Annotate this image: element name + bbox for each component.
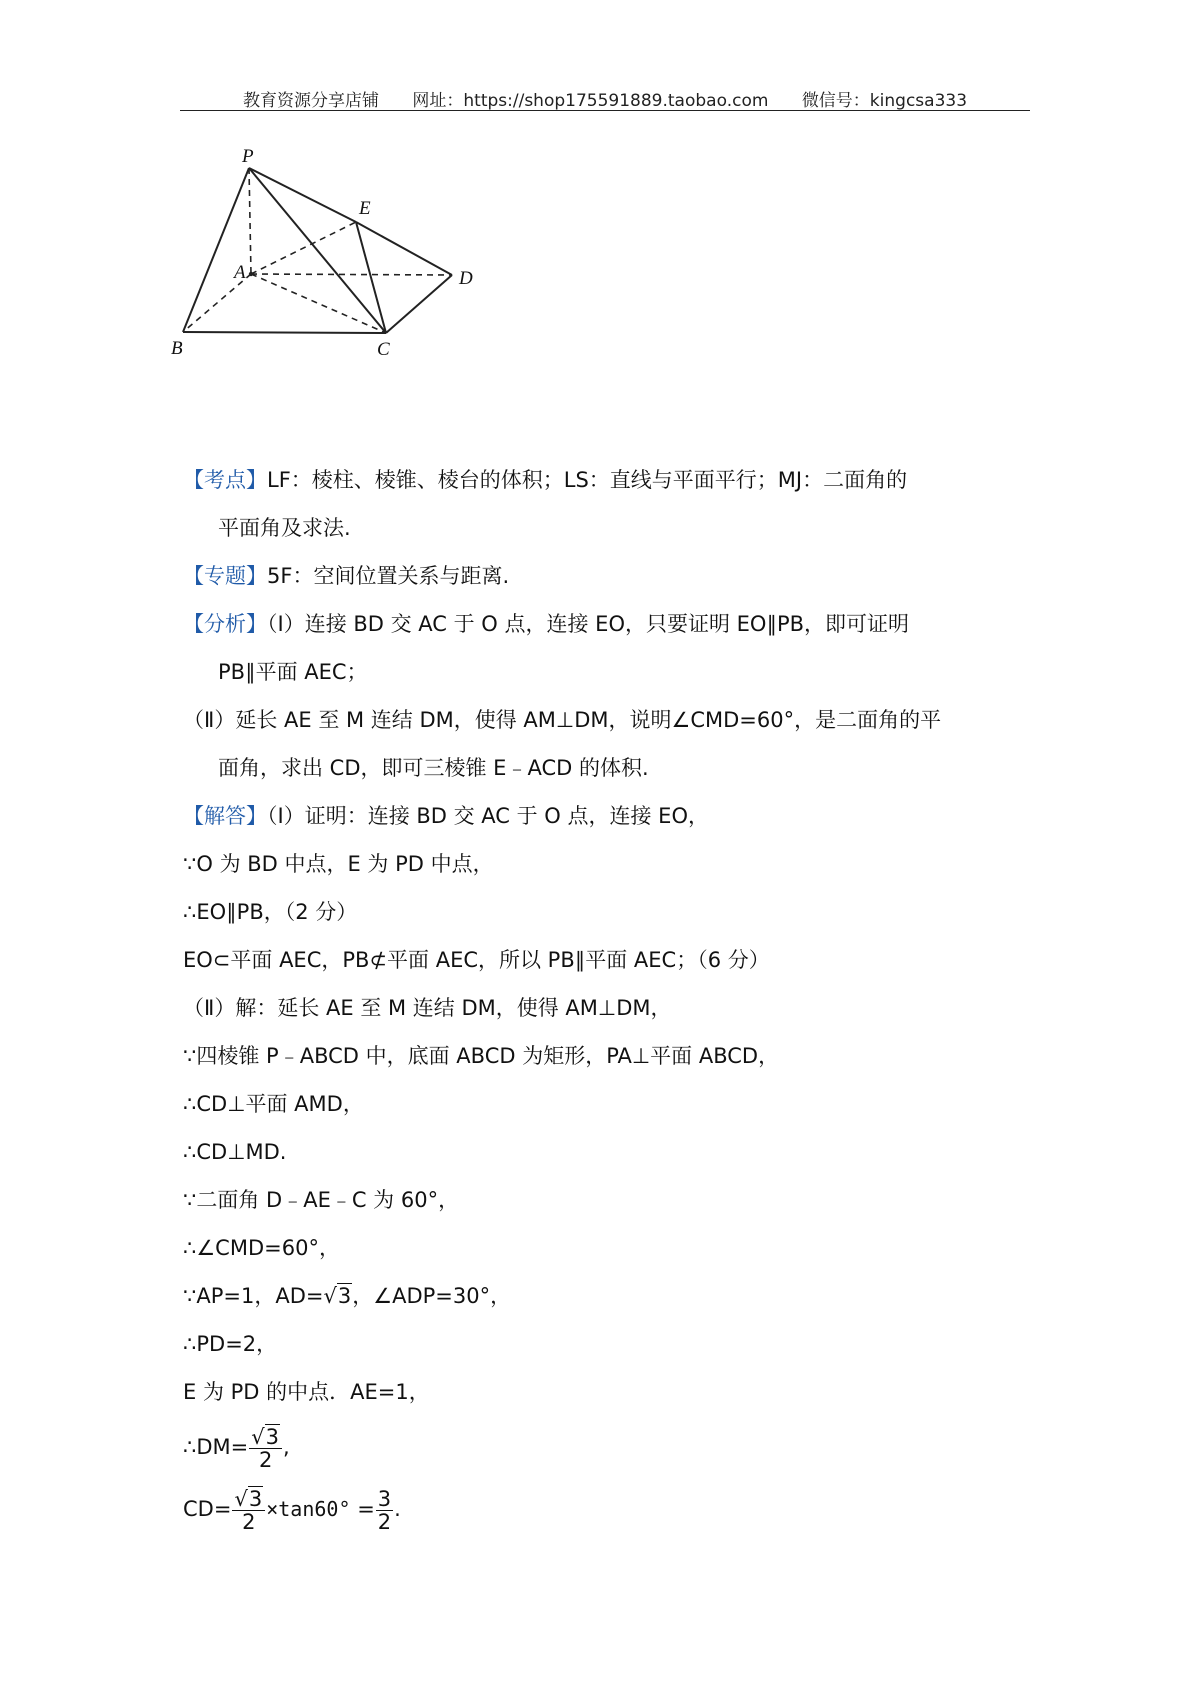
kaodian-line	[183, 456, 1028, 504]
edge-AD	[251, 274, 452, 275]
step-12: E 为 PD 的中点．AE=1，	[183, 1380, 430, 1404]
zhuanti-line	[183, 552, 1028, 600]
sqrt-3: √3	[323, 1284, 352, 1308]
shop-url[interactable]: 网址：https://shop175591889.taobao.com	[412, 91, 769, 111]
jieda-tag: 【解答】	[183, 804, 267, 828]
header-rule	[180, 110, 1030, 111]
step-9: ∴∠CMD=60°，	[183, 1236, 340, 1260]
fenxi-line-2: PB∥平面 AEC；	[218, 660, 368, 684]
zhuanti-text: 5F：空间位置关系与距离.	[267, 564, 510, 588]
fenxi-line-4: 面角，求出 CD，即可三棱锥 E﹣ACD 的体积.	[218, 756, 649, 780]
fenxi-line	[183, 600, 1028, 648]
fenxi-text: （Ⅰ）连接 BD 交 AC 于 O 点，连接 EO，只要证明 EO∥PB，即可证明	[267, 612, 910, 636]
jieda-text: （Ⅰ）证明：连接 BD 交 AC 于 O 点，连接 EO，	[267, 804, 709, 828]
step-1: ∵O 为 BD 中点，E 为 PD 中点，	[183, 852, 494, 876]
step-4: （Ⅱ）解：延长 AE 至 M 连结 DM，使得 AM⊥DM，	[183, 996, 672, 1020]
label-D: D	[459, 268, 473, 289]
edge-PB	[183, 168, 249, 332]
step-7: ∴CD⊥MD.	[183, 1140, 287, 1164]
shop-name: 教育资源分享店铺	[242, 91, 379, 111]
step-8: ∵二面角 D﹣AE﹣C 为 60°，	[183, 1188, 460, 1212]
step-14: CD= $\frac{√3}{2}$ ×tan60° = $\frac{3}{2}$ .	[183, 1486, 401, 1534]
step-2: ∴EO∥PB，（2 分）	[183, 900, 358, 924]
jieda-line	[183, 792, 1028, 840]
edge-ED	[356, 222, 452, 275]
edge-CD	[386, 275, 452, 333]
fraction-cd: $\frac{√3}{2}$	[232, 1488, 265, 1533]
kaodian-text: LF：棱柱、棱锥、棱台的体积；LS：直线与平面平行；MJ：二面角的	[267, 468, 908, 492]
label-A: A	[234, 262, 246, 283]
pyramid-figure	[171, 146, 545, 400]
fenxi-line-3: （Ⅱ）延长 AE 至 M 连结 DM，使得 AM⊥DM，说明∠CMD=60°，是二面角的平	[183, 708, 942, 732]
label-C: C	[377, 339, 390, 360]
kaodian-tag: 【考点】	[183, 468, 267, 492]
fraction-dm: $\frac{√3}{2}$	[249, 1426, 282, 1471]
page-header	[180, 86, 1030, 111]
kaodian-line-2: 平面角及求法.	[218, 516, 351, 540]
edge-PE	[249, 168, 356, 222]
step-3: EO⊂平面 AEC，PB⊄平面 AEC，所以 PB∥平面 AEC；（6 分）	[183, 948, 770, 972]
edge-BC	[183, 332, 386, 333]
edge-AC	[251, 274, 386, 333]
step-5: ∵四棱锥 P﹣ABCD 中，底面 ABCD 为矩形，PA⊥平面 ABCD，	[183, 1044, 780, 1068]
step-11: ∴PD=2，	[183, 1332, 278, 1356]
fraction-result: $\frac{3}{2}$	[377, 1486, 392, 1534]
edge-AE	[251, 222, 356, 274]
wechat-id: 微信号：kingcsa333	[801, 91, 968, 111]
label-B: B	[171, 338, 183, 359]
edge-PA	[249, 168, 251, 274]
zhuanti-tag: 【专题】	[183, 564, 267, 588]
label-E: E	[359, 198, 371, 219]
label-P: P	[242, 146, 254, 167]
solution-content	[183, 456, 1028, 1540]
edge-PC	[249, 168, 386, 333]
step-6: ∴CD⊥平面 AMD，	[183, 1092, 364, 1116]
step-13: ∴DM= $\frac{√3}{2}$ ,	[183, 1424, 290, 1472]
step-10: ∵AP=1，AD=√3，∠ADP=30°，	[183, 1272, 1028, 1320]
fenxi-tag: 【分析】	[183, 612, 267, 636]
